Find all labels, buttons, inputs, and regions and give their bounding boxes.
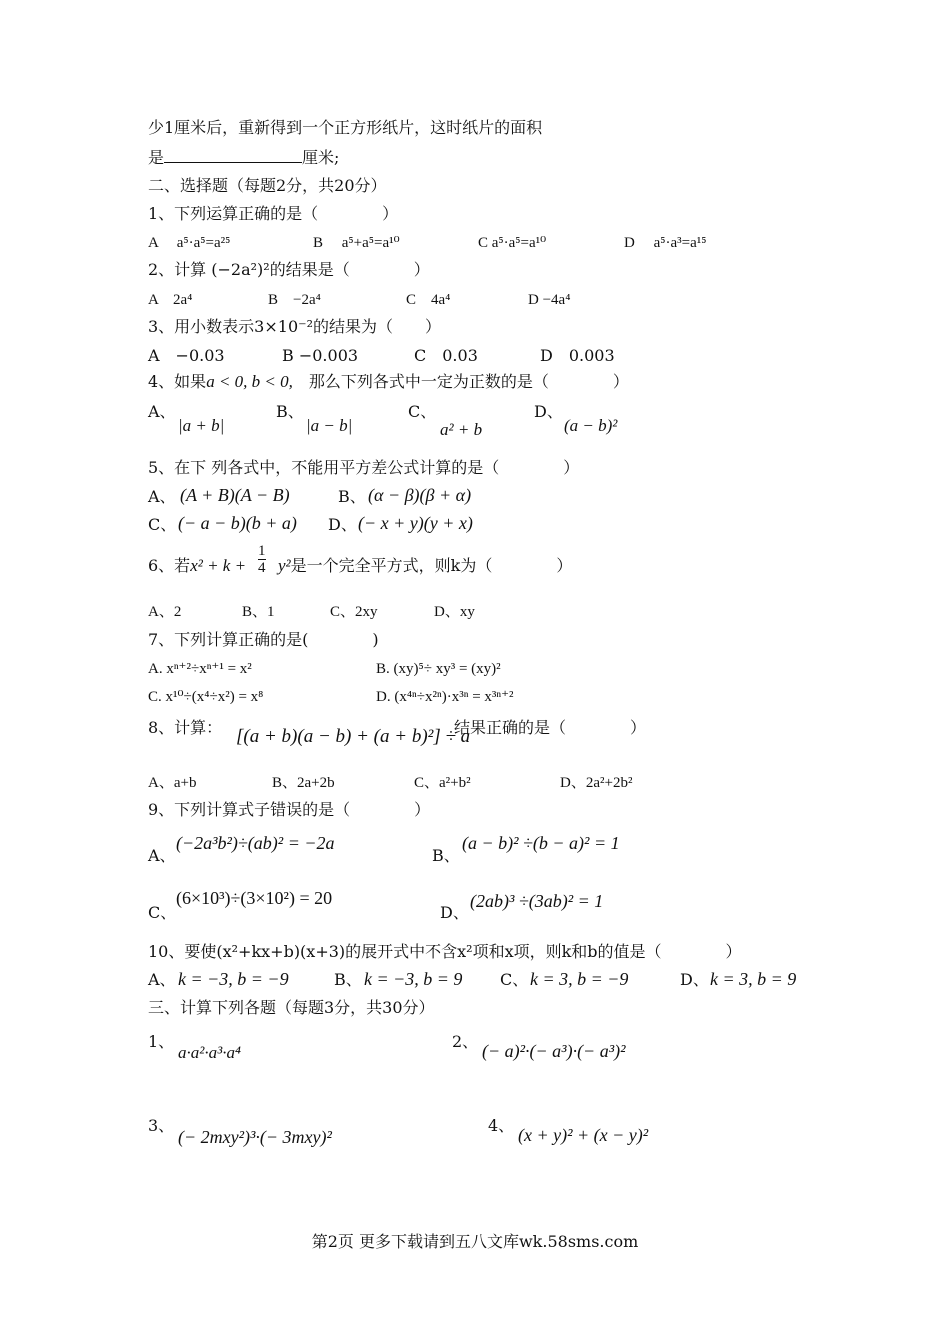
fill-line-prefix: 是: [148, 148, 165, 167]
q4-option-b-label: B、: [276, 402, 304, 421]
section3-problem4-expr: (x + y)² + (x − y)²: [518, 1125, 649, 1145]
q10-option-a-label: A、: [148, 970, 176, 989]
q10-option-d-expr: k = 3, b = 9: [710, 969, 797, 989]
q1-option-a: A a⁵·a⁵=a²⁵: [148, 235, 231, 251]
fill-question-line1: 少1厘米后，重新得到一个正方形纸片，这时纸片的面积: [148, 118, 543, 137]
q6-option-a: A、2: [148, 604, 182, 620]
fill-line-suffix: 厘米;: [302, 148, 340, 167]
q2-option-d: D −4a⁴: [528, 292, 571, 308]
q5-option-b-expr: (α − β)(β + α): [368, 485, 472, 505]
q1-option-d: D a⁵·a³=a¹⁵: [624, 235, 707, 251]
q4-option-b-expr: |a − b|: [306, 416, 353, 435]
q4-option-d-label: D、: [534, 402, 563, 421]
q6-stem-suffix: 是一个完全平方式，则k为（ ）: [290, 556, 573, 575]
q7-option-d: D. (x⁴ⁿ÷x²ⁿ)·x³ⁿ = x³ⁿ⁺²: [376, 689, 514, 705]
q5-option-c-label: C、: [148, 515, 177, 534]
q8-stem-prefix: 8、计算：: [148, 718, 223, 737]
q6-frac-denominator: 4: [258, 560, 266, 576]
q9-option-c-label: C、: [148, 903, 177, 922]
q4-stem-suffix: 那么下列各式中一定为正数的是（ ）: [292, 372, 629, 391]
q1-option-b: B a⁵+a⁵=a¹⁰: [313, 235, 400, 251]
q4-condition: a < 0, b < 0,: [206, 372, 293, 391]
q6-stem-prefix: 6、若: [148, 556, 191, 575]
q8-option-d: D、2a²+2b²: [560, 775, 633, 791]
q5-option-b-label: B、: [338, 487, 366, 506]
q7-option-b: B. (xy)⁵÷ xy³ = (xy)²: [376, 661, 501, 677]
q1-option-c: C a⁵·a⁵=a¹⁰: [478, 235, 547, 251]
q5-option-c-expr: (− a − b)(b + a): [178, 513, 297, 533]
q9-option-a-expr: (−2a³b²)÷(ab)² = −2a: [176, 833, 335, 853]
section3-problem3-expr: (− 2mxy²)³·(− 3mxy)²: [178, 1127, 332, 1147]
q10-option-c-expr: k = 3, b = −9: [530, 969, 629, 989]
q3-option-a: A −0.03: [148, 346, 225, 365]
section3-title: 三、计算下列各题（每题3分，共30分）: [148, 998, 435, 1017]
q7-option-c: C. x¹⁰÷(x⁴÷x²) = x⁸: [148, 689, 264, 705]
q9-option-c-expr: (6×10³)÷(3×10²) = 20: [176, 888, 333, 908]
q10-option-c-label: C、: [500, 970, 529, 989]
section3-problem1-label: 1、: [148, 1032, 175, 1051]
q2-option-c: C 4a⁴: [406, 292, 451, 308]
q5-option-d-label: D、: [328, 515, 357, 534]
section3-problem2-label: 2、: [452, 1032, 479, 1051]
q4-option-c-expr: a² + b: [440, 420, 483, 439]
q3-option-c: C 0.03: [414, 346, 478, 365]
q3-option-b: B −0.003: [282, 346, 359, 365]
q3-stem: 3、用小数表示3×10⁻²的结果为（ ）: [148, 317, 441, 336]
q8-option-a: A、a+b: [148, 775, 197, 791]
section3-problem3-label: 3、: [148, 1116, 175, 1135]
q5-option-a-label: A、: [148, 487, 176, 506]
q6-expr-b: y²: [278, 556, 291, 575]
q4-option-c-label: C、: [408, 402, 437, 421]
section3-problem4-label: 4、: [488, 1116, 515, 1135]
q2-stem: 2、计算 (−2a²)²的结果是（ ）: [148, 260, 430, 279]
q9-option-b-label: B、: [432, 846, 460, 865]
q10-stem: 10、要使(x²+kx+b)(x+3)的展开式中不含x²项和x项，则k和b的值是（ ）: [148, 942, 742, 961]
q3-option-d: D 0.003: [540, 346, 615, 365]
q1-stem: 1、下列运算正确的是（ ）: [148, 204, 399, 223]
page-footer: 第2页 更多下载请到五八文库wk.58sms.com: [311, 1232, 639, 1251]
q7-option-a: A. xⁿ⁺²÷xⁿ⁺¹ = x²: [148, 661, 252, 677]
q8-stem-suffix: 结果正确的是（ ）: [454, 718, 647, 737]
q6-option-d: D、xy: [434, 604, 475, 620]
q6-option-b: B、1: [242, 604, 275, 620]
section3-problem1-expr: a·a²·a³·a⁴: [178, 1043, 241, 1062]
q6-expr-a: x² + k +: [190, 556, 247, 575]
q10-option-b-expr: k = −3, b = 9: [364, 969, 463, 989]
q4-stem-prefix: 4、如果: [148, 372, 207, 391]
q4-stem: [148, 372, 629, 392]
q2-option-b: B −2a⁴: [268, 292, 321, 308]
q5-option-d-expr: (− x + y)(y + x): [358, 513, 473, 533]
q7-stem: 7、下列计算正确的是( ): [148, 630, 379, 649]
answer-blank: [164, 148, 302, 163]
q9-option-d-label: D、: [440, 903, 469, 922]
section2-title: 二、选择题（每题2分，共20分）: [148, 176, 387, 195]
q4-option-a-label: A、: [148, 402, 176, 421]
q8-option-c: C、a²+b²: [414, 775, 471, 791]
q2-option-a: A 2a⁴: [148, 292, 193, 308]
q6-stem: [148, 556, 246, 576]
q10-option-d-label: D、: [680, 970, 709, 989]
q6-option-c: C、2xy: [330, 604, 378, 620]
q8-option-b: B、2a+2b: [272, 775, 335, 791]
fill-question-line2: [148, 148, 339, 168]
q6-fraction: [258, 543, 266, 576]
q8-expression: [(a + b)(a − b) + (a + b)²] ÷ a: [236, 726, 471, 747]
q9-option-a-label: A、: [148, 846, 176, 865]
q5-stem: 5、在下 列各式中，不能用平方差公式计算的是（ ）: [148, 458, 580, 477]
q9-option-b-expr: (a − b)² ÷(b − a)² = 1: [462, 833, 620, 853]
q4-option-d-expr: (a − b)²: [564, 416, 618, 435]
q9-option-d-expr: (2ab)³ ÷(3ab)² = 1: [470, 891, 604, 911]
q10-option-a-expr: k = −3, b = −9: [178, 969, 289, 989]
q5-option-a-expr: (A + B)(A − B): [180, 485, 290, 505]
q6-stem-tail: [278, 556, 572, 576]
q6-frac-numerator: 1: [258, 543, 266, 559]
section3-problem2-expr: (− a)²·(− a³)·(− a³)²: [482, 1041, 626, 1061]
q9-stem: 9、下列计算式子错误的是（ ）: [148, 800, 431, 819]
q10-option-b-label: B、: [334, 970, 362, 989]
q4-option-a-expr: |a + b|: [178, 416, 225, 435]
